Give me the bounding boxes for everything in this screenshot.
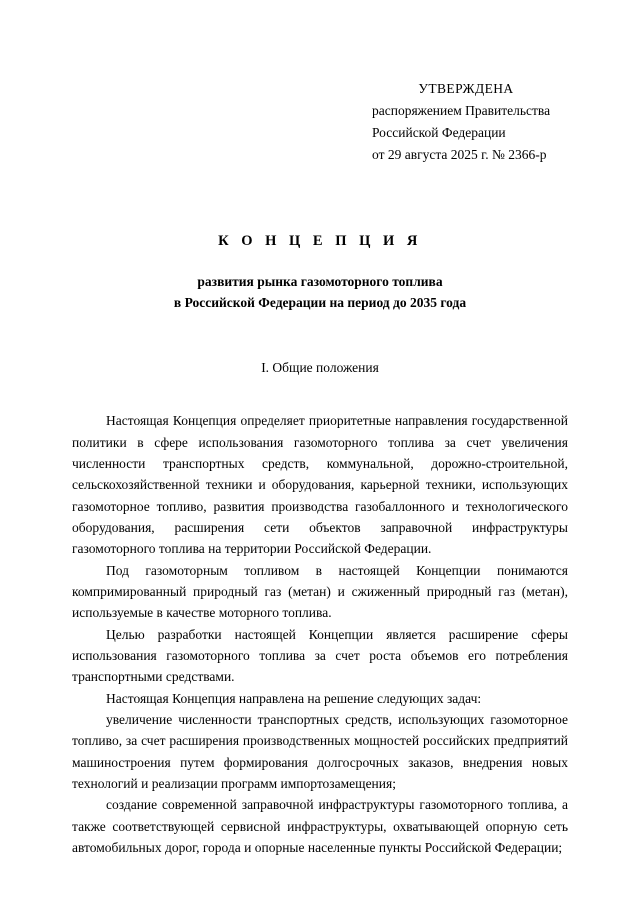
document-title: К О Н Ц Е П Ц И Я <box>218 233 422 250</box>
paragraph-6: создание современной заправочной инфраструктуры газомоторного топлива, а также соответствующей сервисной инфраструктуры, охватывающей опорную сеть автомобильных дорог, города и опорные населенные пункты Российской Федерации; <box>72 797 568 855</box>
section-heading: I. Общие положения <box>261 360 379 376</box>
document-subtitle-line-1: развития рынка газомоторного топлива <box>197 274 443 290</box>
approval-heading: УТВЕРЖДЕНА <box>418 81 514 96</box>
title-block <box>72 233 568 314</box>
approval-line-4: от 29 августа 2025 г. № 2366-р <box>372 146 547 162</box>
paragraph-1: Настоящая Концепция определяет приоритетные направления государственной политики в сфере использования газомоторного топлива за счет увеличения численности транспортных средств, коммунальной, дорожно-строительной, сельскохозяйственной техники и оборудования, карьерной техники, использующих газомоторное топливо, развития производства газобаллонного и технологического оборудования, расширения сети объектов заправочной инфраструктуры газомоторного топлива на территории Российской Федерации. <box>72 413 568 557</box>
approval-line-3: Российской Федерации <box>372 124 506 140</box>
approval-block <box>372 78 568 165</box>
paragraph-4: Настоящая Концепция направлена на решение следующих задач: <box>106 690 482 706</box>
paragraph-5: увеличение численности транспортных средств, использующих газомоторное топливо, за счет расширения производственных мощностей российских предприятий машиностроения путем формирования долгосрочных заказов, внедрения новых технологий и реализации программ импортозамещения; <box>72 711 568 791</box>
paragraph-3: Целью разработки настоящей Концепции является расширение сферы использования газомоторного топлива за счет роста объемов его потребления транспортными средствами. <box>72 626 568 685</box>
document-subtitle-line-2: в Российской Федерации на период до 2035 года <box>173 295 467 311</box>
approval-line-2: распоряжением Правительства <box>372 102 551 118</box>
body-text <box>72 410 568 858</box>
paragraph-2: Под газомоторным топливом в настоящей Концепции понимаются компримированный природный газ (метан) и сжиженный природный газ (метан), используемые в качестве моторного топлива. <box>72 562 568 621</box>
